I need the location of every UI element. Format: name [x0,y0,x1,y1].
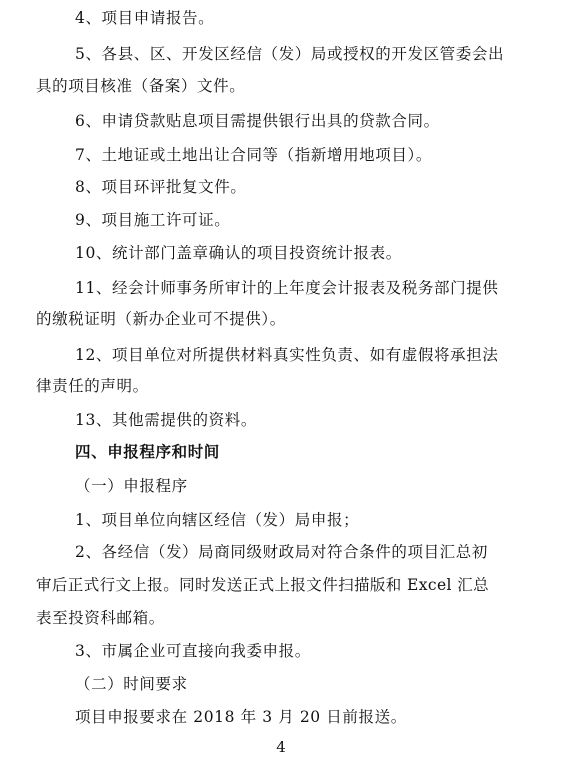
list-item-8: 8、项目环评批复文件。 [75,178,247,196]
list-item-11: 11、经会计师事务所审计的上年度会计报表及税务部门提供 [75,279,499,297]
list-item-13: 13、其他需提供的资料。 [75,411,257,429]
list-item-11-cont: 的缴税证明（新办企业可不提供）。 [36,310,286,328]
procedure-item-2-cont: 审后正式行文上报。同时发送正式上报文件扫描版和 Excel 汇总 [36,576,490,594]
section-heading: 四、申报程序和时间 [75,443,220,461]
procedure-item-3: 3、市属企业可直接向我委申报。 [75,642,311,660]
subsection-heading-1: （一）申报程序 [75,477,188,495]
procedure-item-2: 2、各经信（发）局商同级财政局对符合条件的项目汇总初 [75,543,488,561]
list-item-9: 9、项目施工许可证。 [75,211,231,229]
procedure-item-2-cont2: 表至投资科邮箱。 [36,609,165,627]
page-number: 4 [276,738,286,756]
procedure-item-1: 1、项目单位向辖区经信（发）局申报； [75,511,360,529]
subsection-heading-2: （二）时间要求 [75,675,188,693]
deadline-text: 项目申报要求在 2018 年 3 月 20 日前报送。 [75,708,407,726]
list-item-6: 6、申请贷款贴息项目需提供银行出具的贷款合同。 [75,112,440,130]
list-item-5-cont: 具的项目核准（备案）文件。 [36,77,246,95]
list-item-12-cont: 律责任的声明。 [36,377,149,395]
list-item-12: 12、项目单位对所提供材料真实性负责、如有虚假将承担法 [75,346,499,364]
list-item-4: 4、项目申请报告。 [75,9,215,27]
list-item-10: 10、统计部门盖章确认的项目投资统计报表。 [75,244,402,262]
list-item-7: 7、土地证或土地出让合同等（指新增用地项目）。 [75,146,432,164]
list-item-5: 5、各县、区、开发区经信（发）局或授权的开发区管委会出 [75,45,505,63]
